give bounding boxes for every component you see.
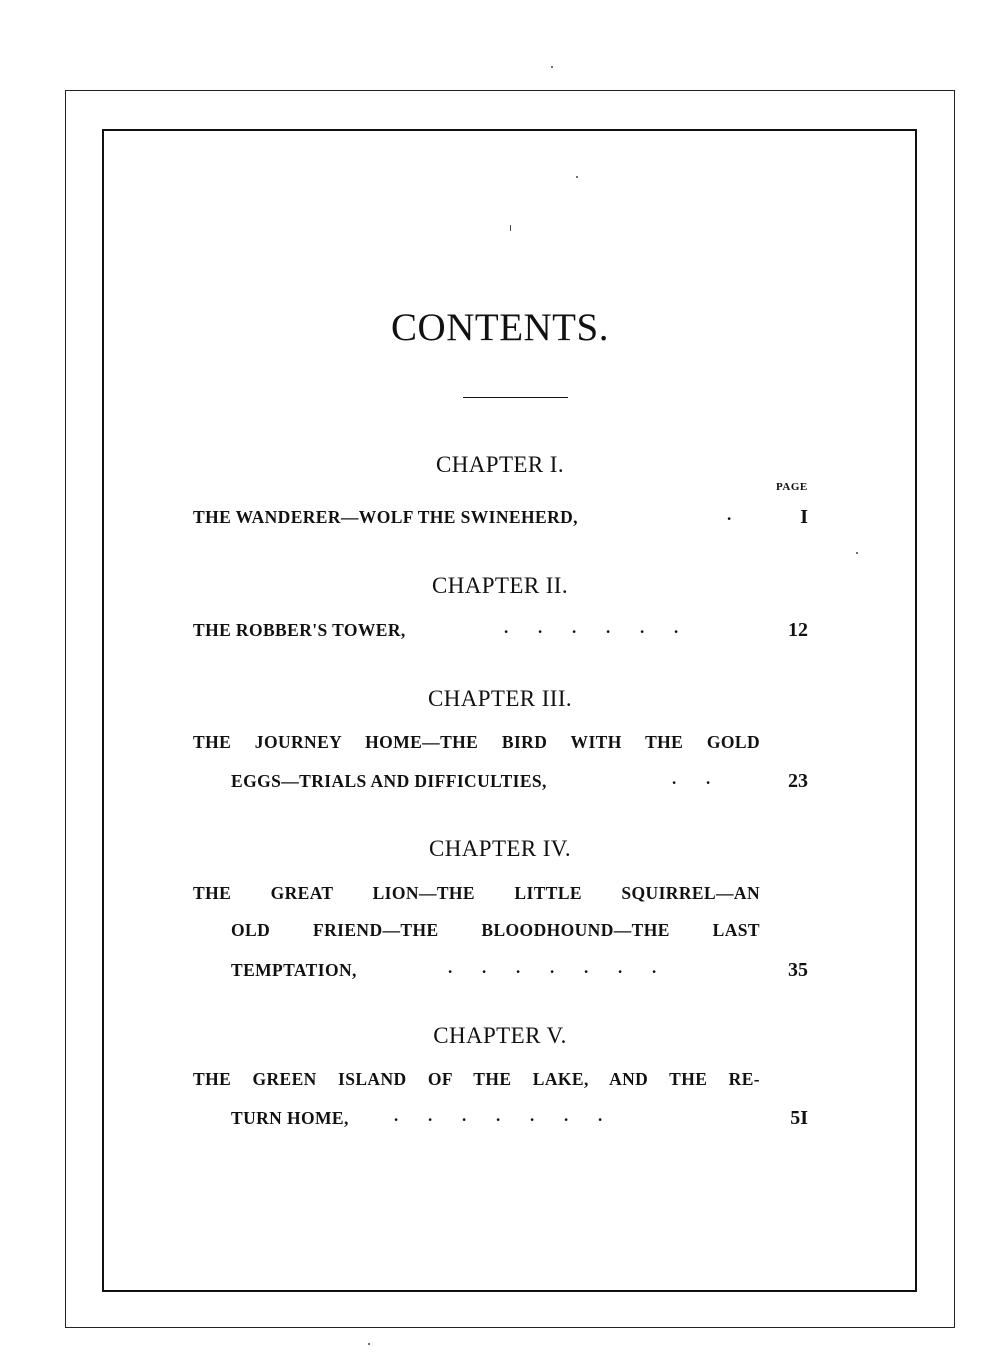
chapter-2-dot-leader: . . . . . . bbox=[504, 618, 679, 637]
chapter-4-page-number: 35 bbox=[788, 959, 808, 981]
chapter-5-page-number: 5I bbox=[790, 1107, 808, 1129]
scan-speck bbox=[576, 176, 578, 178]
chapter-2-page-number: 12 bbox=[788, 619, 808, 641]
chapter-2-heading: CHAPTER II. bbox=[431, 573, 568, 598]
chapter-3-title-line-2: EGGS—TRIALS AND DIFFICULTIES, bbox=[231, 771, 547, 791]
chapter-5-dot-leader: . . . . . . . bbox=[394, 1106, 603, 1125]
chapter-5-title-line-1: THE GREEN ISLAND OF THE LAKE, AND THE RE- bbox=[193, 1069, 760, 1089]
chapter-4-dot-leader: . . . . . . . bbox=[448, 958, 657, 977]
page-title: CONTENTS. bbox=[391, 306, 609, 349]
scan-speck bbox=[510, 225, 511, 231]
chapter-3-dot-leader: . . bbox=[672, 769, 711, 788]
chapter-3-title-line-1: THE JOURNEY HOME—THE BIRD WITH THE GOLD bbox=[193, 732, 760, 752]
title-divider-rule bbox=[463, 397, 568, 398]
chapter-3-page-number: 23 bbox=[788, 770, 808, 792]
chapter-5-title-line-2: TURN HOME, bbox=[231, 1108, 349, 1128]
chapter-1-page-number: I bbox=[800, 506, 808, 528]
chapter-4-title-line-3: TEMPTATION, bbox=[231, 960, 357, 980]
chapter-4-heading: CHAPTER IV. bbox=[429, 836, 571, 861]
chapter-3-heading: CHAPTER III. bbox=[427, 686, 573, 711]
scan-speck bbox=[856, 552, 858, 554]
chapter-1-dot-leader: . bbox=[727, 505, 732, 524]
chapter-4-title-line-1: THE GREAT LION—THE LITTLE SQUIRREL—AN bbox=[193, 883, 760, 903]
scan-speck bbox=[368, 1343, 370, 1345]
chapter-1-heading: CHAPTER I. bbox=[436, 452, 564, 477]
chapter-5-heading: CHAPTER V. bbox=[433, 1023, 567, 1048]
page-column-label: PAGE bbox=[776, 481, 808, 493]
chapter-4-title-line-2: OLD FRIEND—THE BLOODHOUND—THE LAST bbox=[231, 920, 760, 940]
chapter-2-title-line-1: THE ROBBER'S TOWER, bbox=[193, 620, 406, 640]
chapter-1-title-line-1: THE WANDERER—WOLF THE SWINEHERD, bbox=[193, 507, 578, 527]
scan-speck bbox=[551, 66, 553, 68]
